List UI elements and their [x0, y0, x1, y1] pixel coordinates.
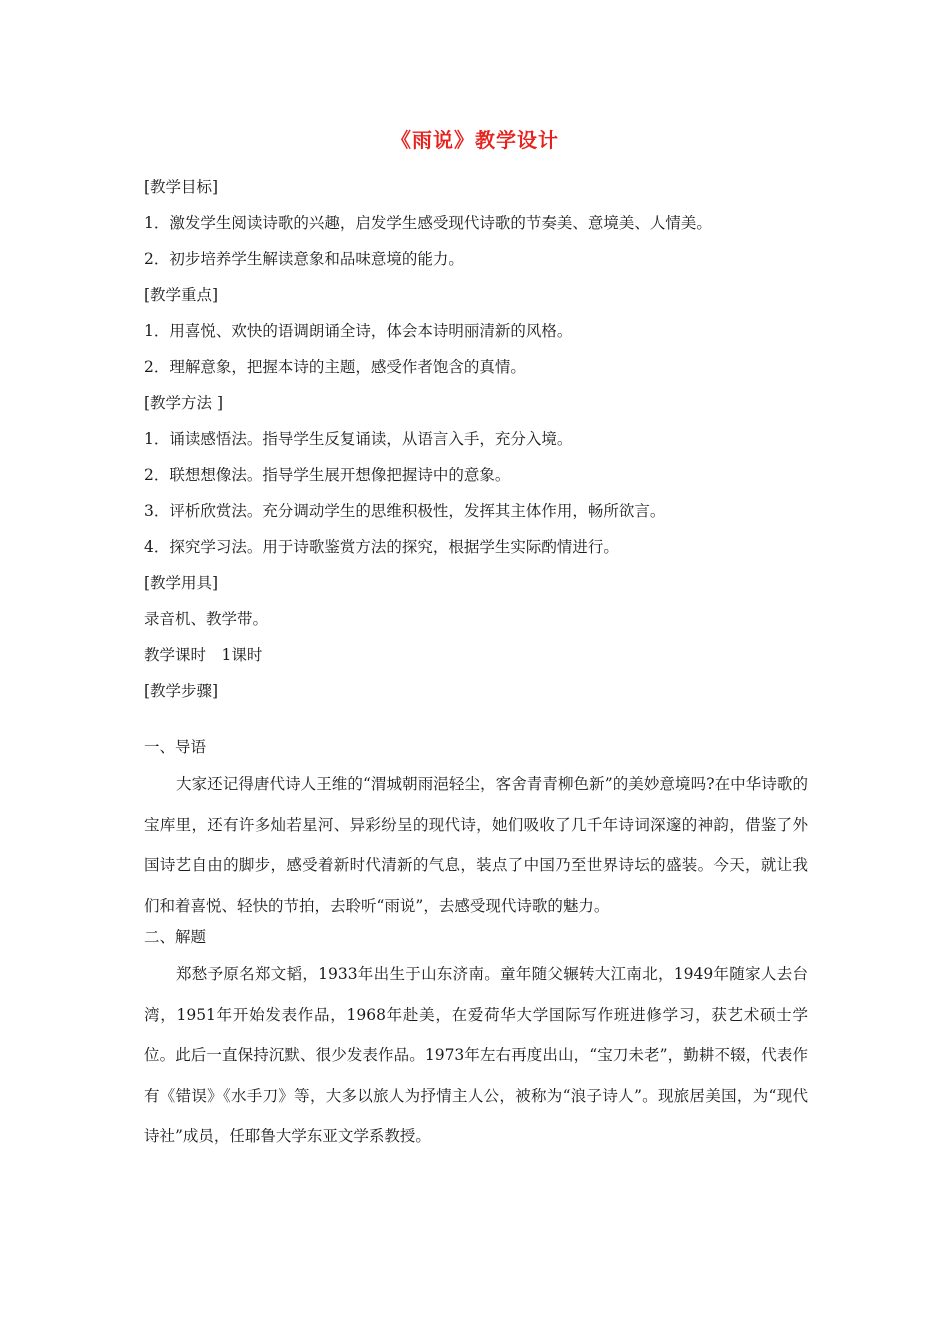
method-item-4: 4．探究学习法。用于诗歌鉴赏方法的探究，根据学生实际酌情进行。	[144, 538, 619, 556]
method-item-3: 3．评析欣赏法。充分调动学生的思维积极性，发挥其主体作用，畅所欲言。	[144, 502, 666, 520]
focus-item-1: 1．用喜悦、欢快的语调朗诵全诗，体会本诗明丽清新的风格。	[144, 322, 573, 340]
section-intro-title: 一、导语	[144, 738, 207, 756]
section-intro-text: 大家还记得唐代诗人王维的“渭城朝雨浥轻尘，客舍青青柳色新”的美妙意境吗?在中华诗歌的宝库里，还有许多灿若星河、异彩纷呈的现代诗，她们吸收了几千年诗词深邃的神韵，借鉴了外国诗艺自由的脚步，感受着新时代清新的气息，装点了中国乃至世界诗坛的盛装。今天，就让我们和着喜悦、轻快的节拍，去聆听“雨说”，去感受现代诗歌的魅力。	[144, 775, 808, 915]
steps-header: [教学步骤]	[144, 682, 219, 700]
method-item-2: 2．联想想像法。指导学生展开想像把握诗中的意象。	[144, 466, 511, 484]
goal-item-2: 2．初步培养学生解读意象和品味意境的能力。	[144, 250, 464, 268]
class-hours: 教学课时 1课时	[144, 646, 263, 664]
tools-header: [教学用具]	[144, 574, 219, 592]
document-title: 《雨说》教学设计	[391, 128, 559, 152]
focus-header: [教学重点]	[144, 286, 219, 304]
focus-item-2: 2．理解意象，把握本诗的主题，感受作者饱含的真情。	[144, 358, 526, 376]
document-body	[144, 176, 808, 1157]
tools-text: 录音机、教学带。	[144, 610, 269, 628]
goals-header: [教学目标]	[144, 178, 219, 196]
method-header: [教学方法 ]	[144, 394, 224, 412]
method-item-1: 1．诵读感悟法。指导学生反复诵读，从语言入手，充分入境。	[144, 430, 573, 448]
section-topic-title: 二、解题	[144, 928, 207, 946]
section-topic-text: 郑愁予原名郑文韬，1933年出生于山东济南。童年随父辗转大江南北，1949年随家人去台湾，1951年开始发表作品，1968年赴美，在爱荷华大学国际写作班进修学习，获艺术硕士学位。此后一直保持沉默、很少发表作品。1973年左右再度出山，“宝刀未老”，勤耕不辍，代表作有《错误》《水手刀》等，大多以旅人为抒情主人公，被称为“浪子诗人”。现旅居美国，为“现代诗社”成员，任耶鲁大学东亚文学系教授。	[144, 965, 808, 1145]
goal-item-1: 1．激发学生阅读诗歌的兴趣，启发学生感受现代诗歌的节奏美、意境美、人情美。	[144, 214, 712, 232]
